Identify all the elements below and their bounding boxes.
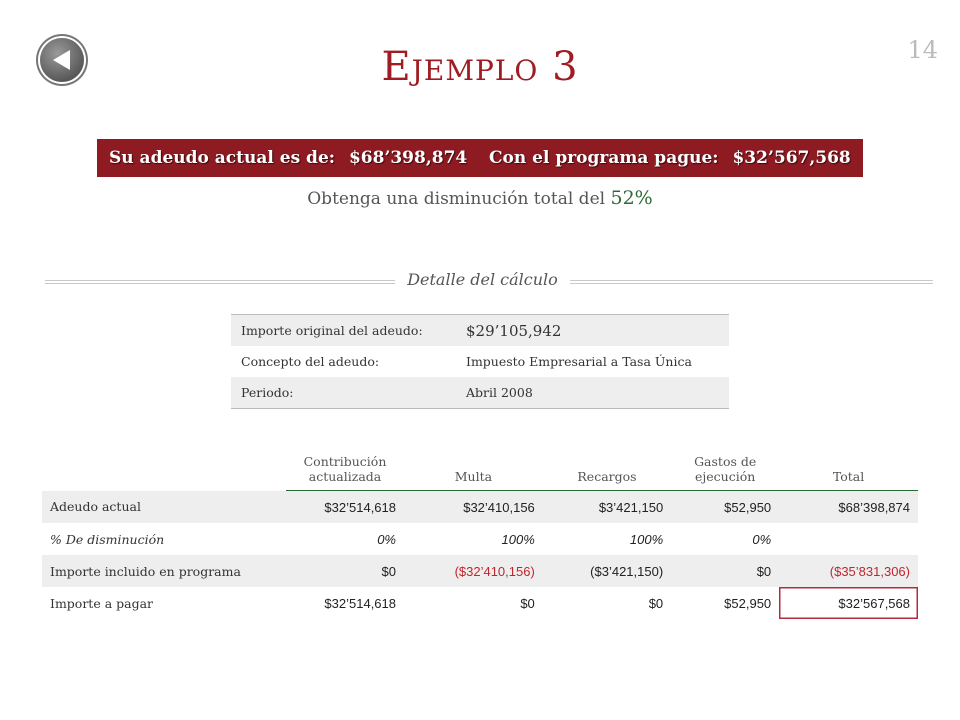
cell-fine: $0 [520,595,535,611]
reduction-text: Obtenga una disminución total del [307,189,606,209]
cell-total: ($35’831,306) [779,555,918,587]
cell-fine: $32’410,156 [404,491,543,524]
cell-surcharges: $3’421,150 [543,491,671,524]
row-label: % De disminución [50,531,165,547]
table-header-row [42,440,918,491]
column-header: Multa [404,440,543,491]
cell-contribution: $32’514,618 [286,491,404,524]
cell-fine: ($32’410,156) [404,555,543,587]
info-row [231,346,729,377]
cell-surcharges: ($3’421,150) [543,555,671,587]
debt-info-table [231,314,729,409]
current-debt-label: Su adeudo actual es de: [109,148,336,168]
summary-banner [97,139,863,177]
current-debt-amount: $68’398,874 [348,148,468,168]
info-label: Concepto del adeudo: [241,354,380,369]
cell-fine: 100% [501,531,535,547]
page-title: Ejemplo 3 [381,44,579,90]
cell-expenses: $52,950 [724,595,772,611]
info-value: $29’105,942 [456,315,729,347]
table-row [42,587,918,619]
cell-surcharges: $0 [648,595,664,611]
cell-contribution: $0 [286,555,404,587]
info-label: Periodo: [231,377,456,409]
cell-contribution: $32’514,618 [324,595,396,611]
column-header: Recargos [543,440,671,491]
reduction-percent-number: 52 [610,187,635,209]
table-row [42,555,918,587]
program-payment-label: Con el programa pague: [489,148,719,168]
page-number: 14 [907,36,938,64]
cell-contribution: 0% [377,531,396,547]
calculation-table [42,440,918,619]
cell-expenses: 0% [752,531,772,547]
cell-total [779,523,918,555]
column-header: Contribución actualizada [286,440,404,491]
column-header [42,440,286,491]
info-value: Impuesto Empresarial a Tasa Única [466,354,692,369]
row-label: Importe incluido en programa [42,555,286,587]
section-title: Detalle del cálculo [395,270,570,289]
info-value: Abril 2008 [456,377,729,409]
table-row [42,523,918,555]
column-header: Total [779,440,918,491]
cell-surcharges: 100% [629,531,664,547]
reduction-percent [610,187,652,209]
info-row [231,315,729,347]
cell-total: $68’398,874 [779,491,918,524]
cell-expenses: $0 [671,555,779,587]
row-label: Adeudo actual [42,491,286,524]
cell-expenses: $52,950 [671,491,779,524]
row-label: Importe a pagar [50,595,153,611]
cell-total-highlighted: $32’567,568 [779,587,918,619]
info-label: Importe original del adeudo: [231,315,456,347]
reduction-summary [0,187,960,209]
program-payment-amount: $32’567,568 [732,148,851,168]
info-row [231,377,729,409]
section-divider [45,271,933,291]
reduction-percent-sign: % [634,187,653,209]
table-row [42,491,918,524]
column-header: Gastos de ejecución [671,440,779,491]
